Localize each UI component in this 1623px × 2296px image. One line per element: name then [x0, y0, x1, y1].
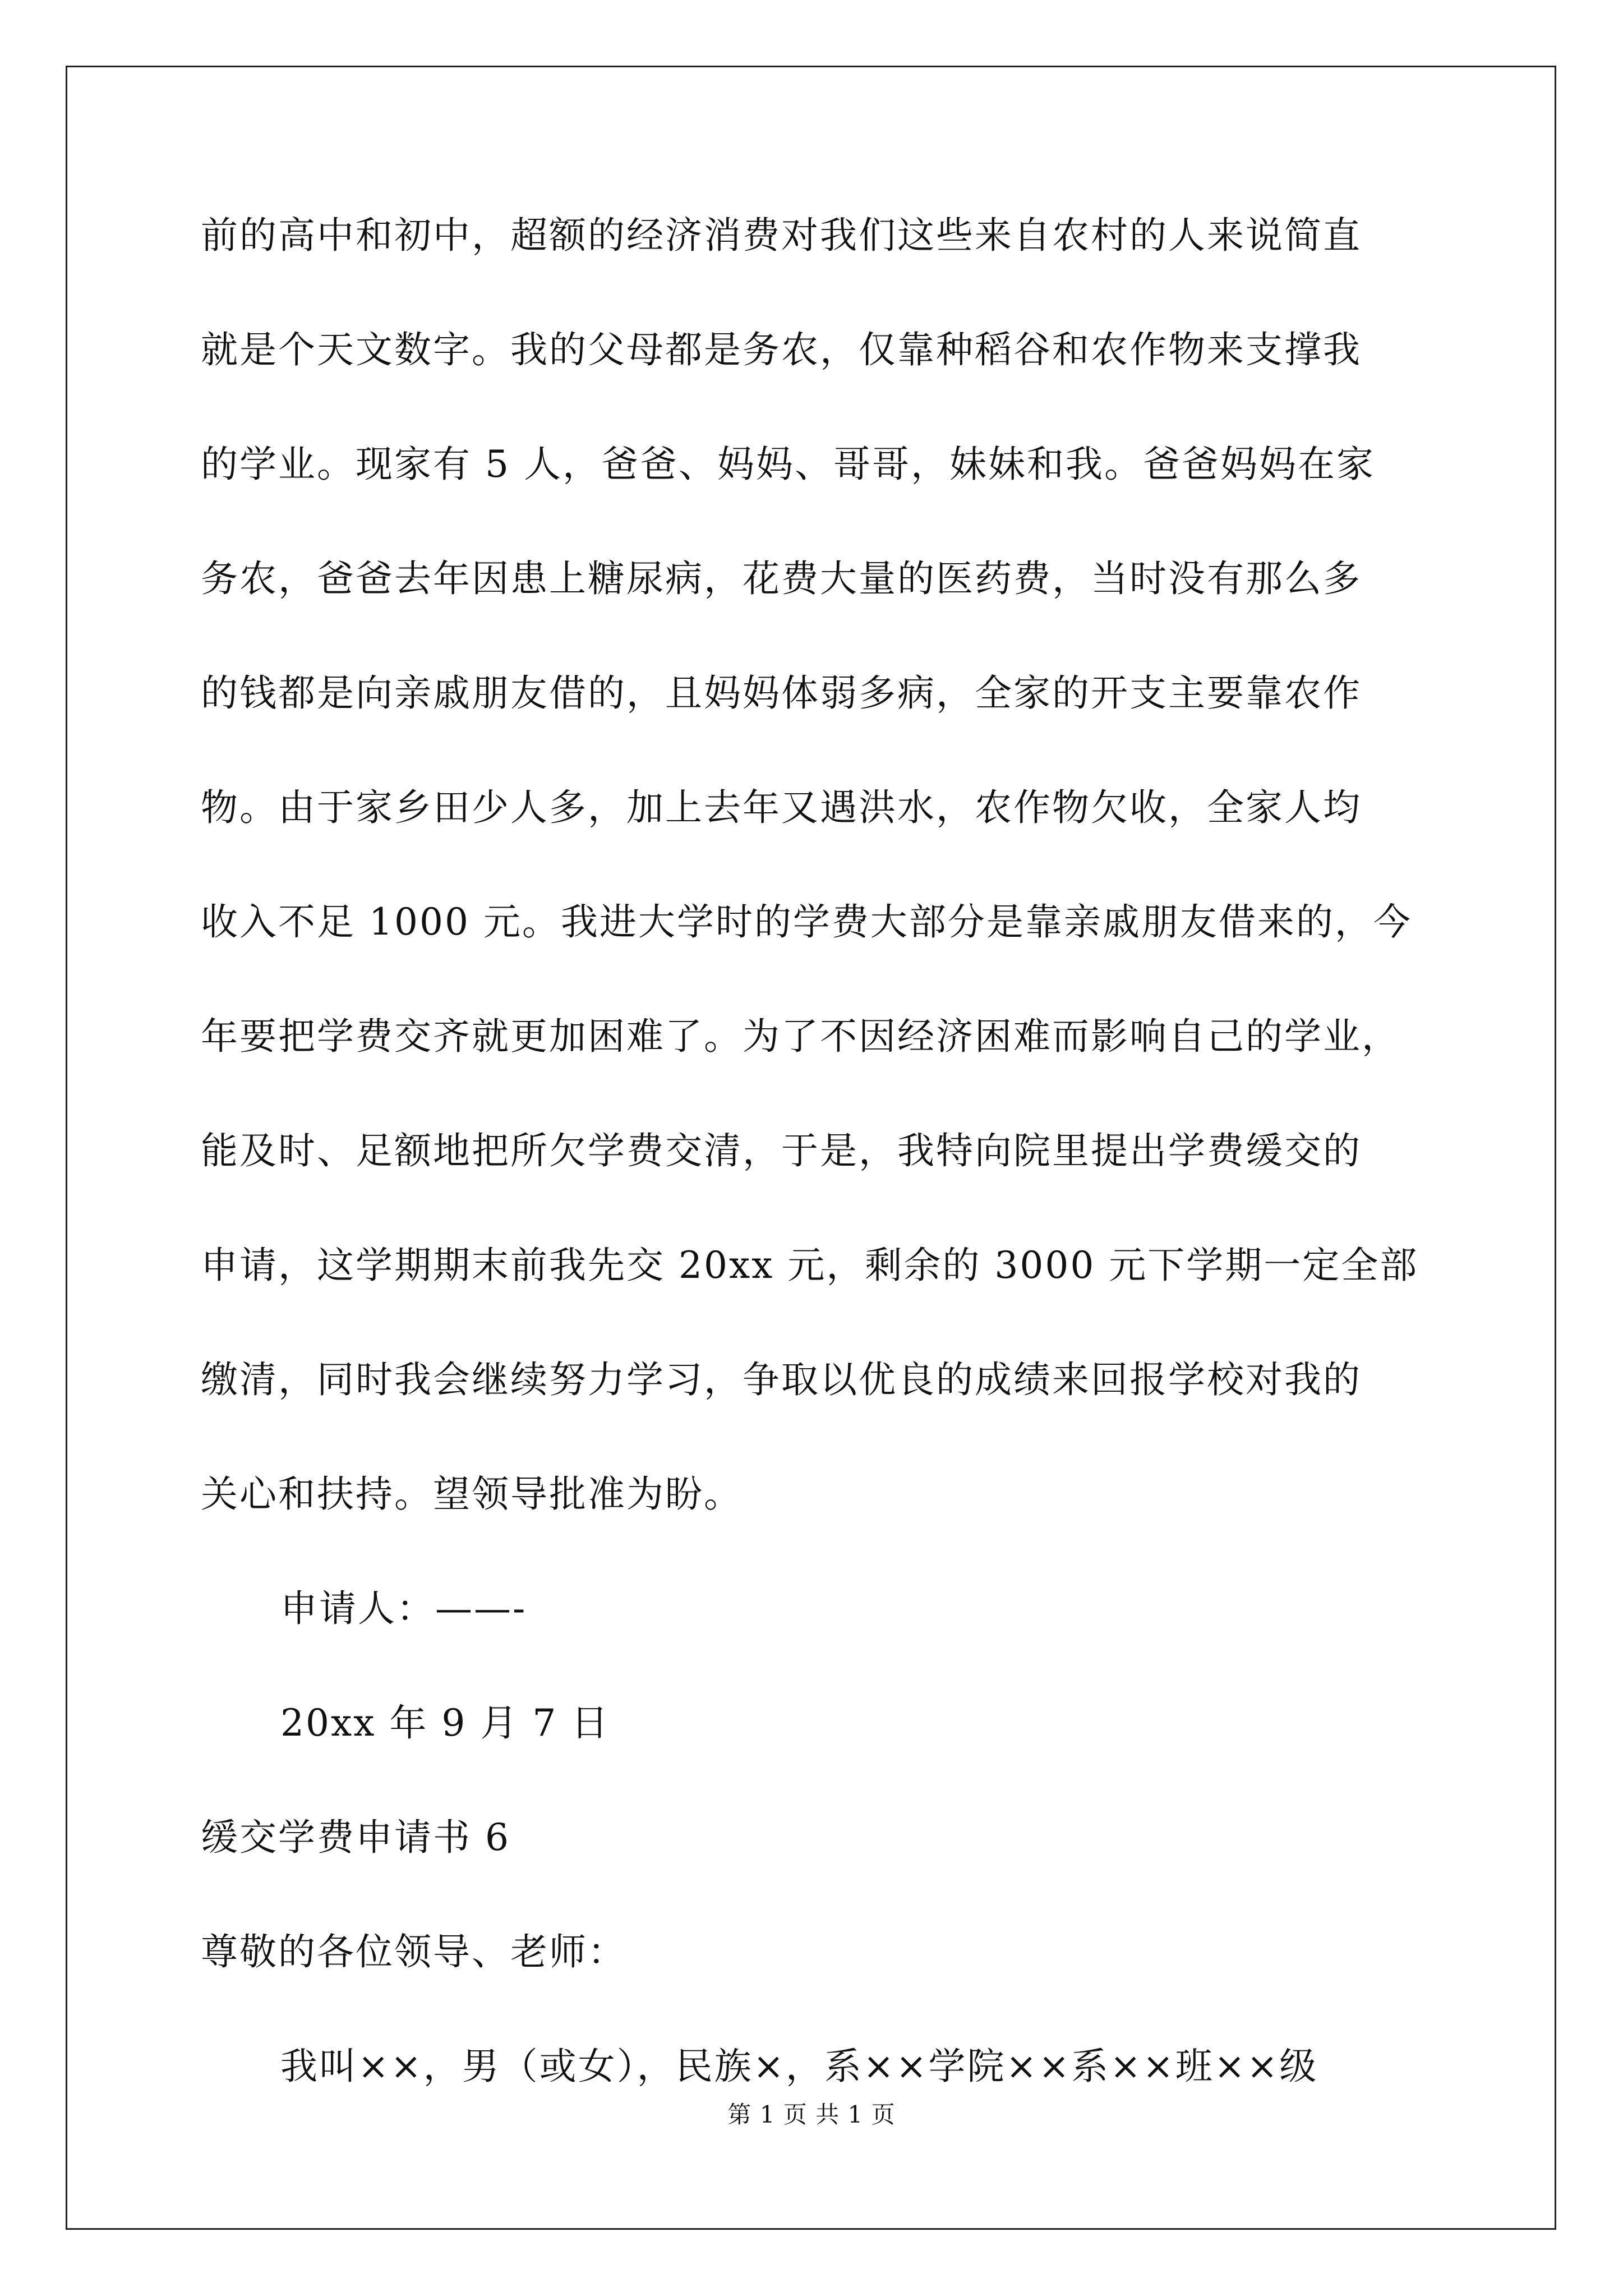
body-line-10: 申请，这学期期末前我先交 20xx 元，剩余的 3000 元下学期一定全部 [201, 1244, 1419, 1287]
intro-line: 我叫××，男（或女），民族×，系××学院××系××班××级 [280, 2045, 1318, 2088]
applicant-line: 申请人：——- [280, 1587, 527, 1630]
body-line-5: 的钱都是向亲戚朋友借的，且妈妈体弱多病，全家的开支主要靠农作 [201, 671, 1362, 715]
body-line-2: 就是个天文数字。我的父母都是务农，仅靠种稻谷和农作物来支撑我 [201, 328, 1362, 371]
body-line-4: 务农，爸爸去年因患上糖尿病，花费大量的医药费，当时没有那么多 [201, 557, 1362, 600]
body-line-6: 物。由于家乡田少人多，加上去年又遇洪水，农作物欠收，全家人均 [201, 786, 1362, 829]
body-line-1: 前的高中和初中，超额的经济消费对我们这些来自农村的人来说简直 [201, 214, 1362, 257]
body-line-12: 关心和扶持。望领导批准为盼。 [201, 1473, 743, 1516]
section-title: 缓交学费申请书 6 [201, 1816, 510, 1859]
body-line-8: 年要把学费交齐就更加困难了。为了不因经济困难而影响自己的学业， [201, 1015, 1400, 1058]
salutation: 尊敬的各位领导、老师： [201, 1930, 626, 1973]
date-line: 20xx 年 9 月 7 日 [280, 1701, 610, 1745]
body-line-7: 收入不足 1000 元。我进大学时的学费大部分是靠亲戚朋友借来的，今 [201, 900, 1412, 944]
body-line-9: 能及时、足额地把所欠学费交清，于是，我特向院里提出学费缓交的 [201, 1129, 1362, 1172]
page-footer: 第 1 页 共 1 页 [727, 2101, 896, 2128]
document-body [201, 213, 1435, 2159]
body-line-11: 缴清，同时我会继续努力学习，争取以优良的成绩来回报学校对我的 [201, 1358, 1362, 1401]
body-line-3: 的学业。现家有 5 人，爸爸、妈妈、哥哥，妹妹和我。爸爸妈妈在家 [201, 443, 1375, 486]
